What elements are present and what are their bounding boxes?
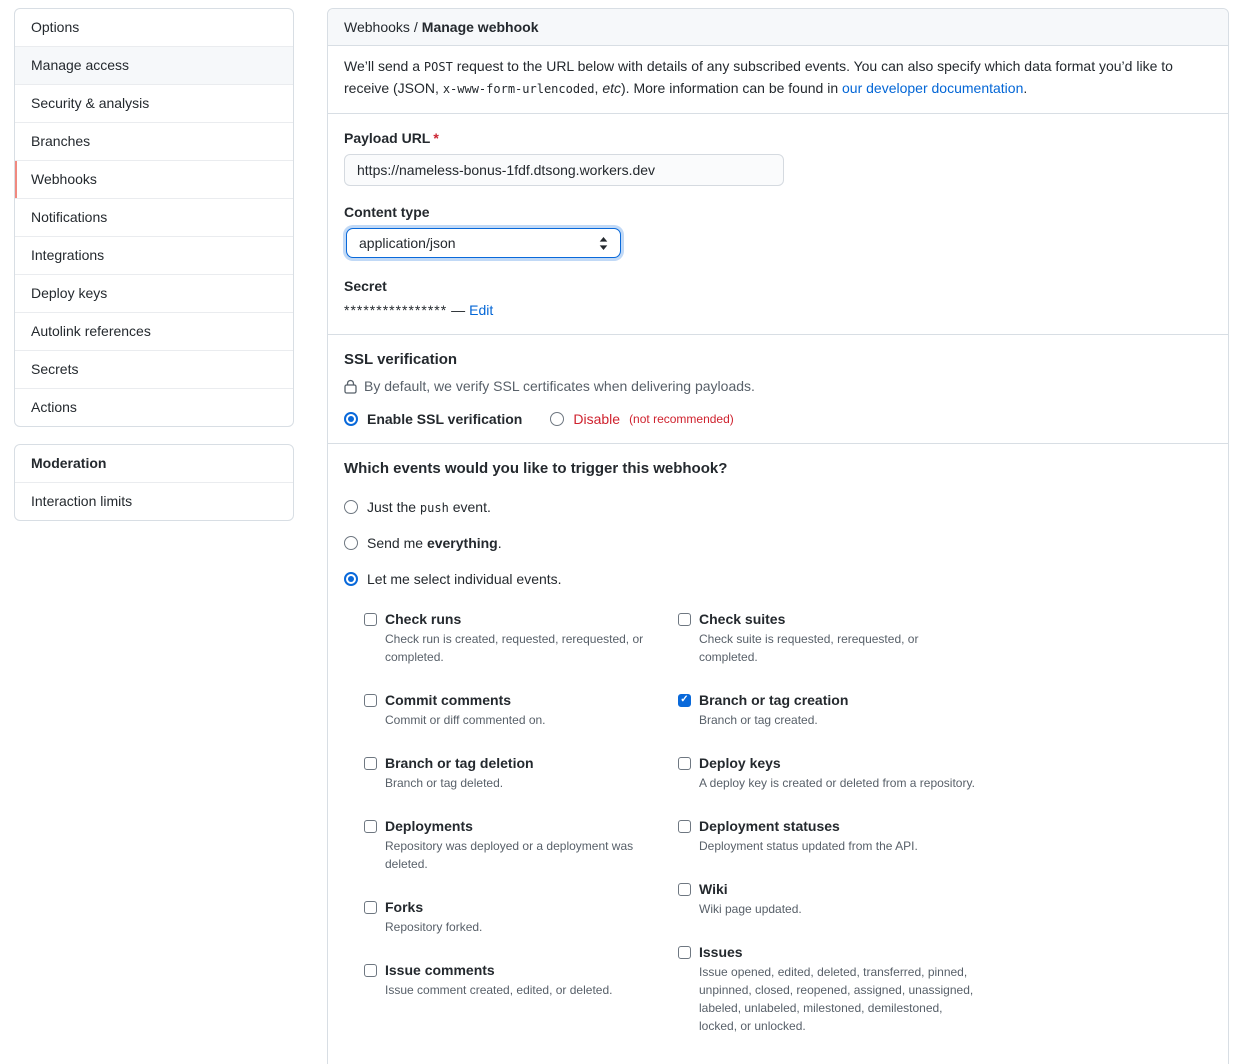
enable-ssl-label: Enable SSL verification [367, 411, 523, 427]
just-push-radio-row[interactable] [344, 497, 1212, 517]
wiki-checkbox[interactable] [678, 883, 691, 896]
sidebar-item-secrets[interactable] [15, 350, 293, 388]
moderation-nav-box [14, 444, 294, 521]
deployment-statuses-checkbox[interactable] [678, 820, 691, 833]
label-text: . [497, 535, 502, 551]
event-desc: Check run is created, requested, rerequested, or completed. [385, 632, 644, 664]
send-everything-label [367, 535, 502, 551]
enable-ssl-radio-row[interactable] [344, 411, 522, 427]
content-type-label: Content type [344, 204, 430, 220]
sidebar-item-webhooks[interactable] [15, 160, 293, 198]
payload-url-label-text: Payload URL [344, 130, 431, 146]
event-label: Commit comments [385, 692, 512, 708]
sidebar-item-label: Actions [31, 399, 77, 415]
event-label: Branch or tag deletion [385, 755, 534, 771]
enable-ssl-radio[interactable] [344, 412, 358, 426]
sidebar-item-label: Integrations [31, 247, 105, 263]
settings-nav-box [14, 8, 294, 427]
event-column-right [678, 611, 976, 1061]
intro-text: ). More information can be found in [621, 80, 843, 96]
settings-sidebar [14, 8, 294, 1064]
issue-comments-checkbox[interactable] [364, 964, 377, 977]
event-label: Deploy keys [699, 755, 781, 771]
breadcrumb [328, 9, 1228, 46]
event-desc: Check suite is requested, rerequested, or completed. [699, 632, 919, 664]
event-label: Deployment statuses [699, 818, 840, 834]
commit-comments-checkbox[interactable] [364, 694, 377, 707]
event-label: Wiki [699, 881, 728, 897]
sidebar-item-label: Webhooks [31, 171, 97, 187]
sidebar-item-label: Autolink references [31, 323, 151, 339]
event-item-issues [678, 944, 976, 1035]
lock-icon [344, 379, 357, 394]
webhook-settings-main [327, 8, 1229, 1064]
manage-webhook-panel [327, 8, 1229, 1064]
sidebar-item-label: Manage access [31, 57, 130, 73]
sidebar-heading-moderation: Moderation [31, 455, 107, 471]
post-code: POST [423, 60, 453, 74]
event-label: Issues [699, 944, 743, 960]
event-item-deployments [364, 818, 662, 873]
intro-text: request to the URL below with details of any subscribed events. You can also specify which data format you’d like to receive (JSON, [344, 58, 1173, 96]
deploy-keys-checkbox[interactable] [678, 757, 691, 770]
event-item-branch-tag-creation [678, 692, 976, 729]
secret-label: Secret [344, 278, 387, 294]
event-desc: Repository was deployed or a deployment was deleted. [385, 839, 634, 871]
sidebar-item-label: Security & analysis [31, 95, 150, 111]
everything-bold: everything [426, 535, 498, 551]
issues-checkbox[interactable] [678, 946, 691, 959]
sidebar-item-deploy-keys[interactable] [15, 274, 293, 312]
sidebar-item-integrations[interactable] [15, 236, 293, 274]
sidebar-item-interaction-limits[interactable] [15, 482, 293, 520]
sidebar-item-autolink-references[interactable] [15, 312, 293, 350]
breadcrumb-webhooks-link[interactable]: Webhooks [344, 19, 410, 35]
ssl-note-row [344, 378, 1212, 394]
label-text: Send me [367, 535, 427, 551]
ssl-verification-section [328, 334, 1228, 443]
push-code: push [419, 501, 449, 515]
event-item-branch-tag-deletion [364, 755, 662, 792]
secret-edit-link[interactable]: Edit [469, 302, 494, 318]
secret-row [344, 302, 1212, 318]
label-text: Just the [367, 499, 420, 515]
check-runs-checkbox[interactable] [364, 613, 377, 626]
sidebar-item-branches[interactable] [15, 122, 293, 160]
sidebar-item-label: Secrets [31, 361, 79, 377]
secret-separator: — [451, 302, 466, 318]
event-label: Branch or tag creation [699, 692, 849, 708]
send-everything-radio-row[interactable] [344, 533, 1212, 553]
sidebar-item-security-analysis[interactable] [15, 84, 293, 122]
event-label: Check suites [699, 611, 786, 627]
sidebar-item-label: Options [31, 19, 80, 35]
etc-emphasis: etc [602, 80, 621, 96]
disable-ssl-radio[interactable] [550, 412, 564, 426]
event-desc: Wiki page updated. [699, 902, 802, 916]
event-desc: A deploy key is created or deleted from a repository. [699, 776, 975, 790]
sidebar-item-manage-access[interactable] [15, 46, 293, 84]
just-push-radio[interactable] [344, 500, 358, 514]
sidebar-item-label: Branches [31, 133, 91, 149]
disable-ssl-label: Disable [573, 411, 621, 427]
label-text: event. [448, 499, 491, 515]
webhook-intro-text [328, 46, 1228, 113]
event-label: Issue comments [385, 962, 495, 978]
payload-url-input[interactable] [344, 154, 784, 186]
webhook-form-section [328, 113, 1228, 334]
event-desc: Commit or diff commented on. [385, 713, 546, 727]
disable-ssl-radio-row[interactable] [550, 411, 733, 427]
forks-checkbox[interactable] [364, 901, 377, 914]
up-down-caret-icon [599, 237, 608, 250]
event-item-forks [364, 899, 662, 936]
secret-masked-value: **************** [344, 302, 448, 318]
just-push-label [367, 499, 491, 515]
sidebar-item-label: Notifications [31, 209, 108, 225]
event-label: Check runs [385, 611, 462, 627]
payload-url-label [344, 130, 1212, 146]
events-heading: Which events would you like to trigger this webhook? [344, 460, 728, 477]
ssl-note-text: By default, we verify SSL certificates when delivering payloads. [364, 378, 755, 394]
events-section [328, 443, 1228, 1064]
individual-events-radio-row[interactable] [344, 569, 1212, 589]
event-column-left [364, 611, 662, 1061]
content-type-selected-value: application/json [359, 235, 456, 251]
sidebar-item-actions[interactable] [15, 388, 293, 426]
content-type-select[interactable] [346, 228, 621, 258]
intro-text: , [594, 80, 603, 96]
event-item-issue-comments [364, 962, 662, 999]
sidebar-item-options[interactable] [15, 9, 293, 46]
event-item-deploy-keys [678, 755, 976, 792]
individual-events-label: Let me select individual events. [367, 571, 562, 587]
individual-events-radio[interactable] [344, 572, 358, 586]
events-radio-group [344, 497, 1212, 589]
sidebar-item-label: Interaction limits [31, 493, 133, 509]
event-item-check-suites [678, 611, 976, 666]
event-checkbox-grid [364, 611, 1212, 1061]
event-item-commit-comments [364, 692, 662, 729]
event-label: Deployments [385, 818, 473, 834]
event-desc: Issue comment created, edited, or deleted. [385, 983, 613, 997]
breadcrumb-separator: / [413, 19, 418, 35]
event-item-check-runs [364, 611, 662, 666]
event-desc: Deployment status updated from the API. [699, 839, 918, 853]
branch-tag-creation-checkbox[interactable] [678, 694, 691, 707]
event-desc: Branch or tag created. [699, 713, 818, 727]
event-desc: Repository forked. [385, 920, 483, 934]
event-label: Forks [385, 899, 424, 915]
event-item-deployment-statuses [678, 818, 976, 855]
ssl-radio-group [344, 411, 1212, 427]
sidebar-item-label: Deploy keys [31, 285, 108, 301]
developer-documentation-link[interactable]: our developer documentation [842, 80, 1024, 96]
event-desc: Issue opened, edited, deleted, transferred, pinned, unpinned, closed, reopened, assigned, unassigned, labeled, unlabeled, milestoned, demilestoned, locked, or unlocked. [699, 965, 974, 1033]
check-suites-checkbox[interactable] [678, 613, 691, 626]
event-desc: Branch or tag deleted. [385, 776, 504, 790]
deployments-checkbox[interactable] [364, 820, 377, 833]
page-title: Manage webhook [421, 19, 539, 35]
send-everything-radio[interactable] [344, 536, 358, 550]
intro-text: We’ll send a [344, 58, 424, 74]
urlencoded-code: x-www-form-urlencoded [442, 82, 595, 96]
event-item-wiki [678, 881, 976, 918]
sidebar-item-notifications[interactable] [15, 198, 293, 236]
ssl-section-heading: SSL verification [344, 351, 458, 368]
disable-ssl-note: (not recommended) [629, 412, 734, 426]
required-asterisk: * [433, 130, 439, 146]
intro-text: . [1023, 80, 1028, 96]
branch-tag-deletion-checkbox[interactable] [364, 757, 377, 770]
